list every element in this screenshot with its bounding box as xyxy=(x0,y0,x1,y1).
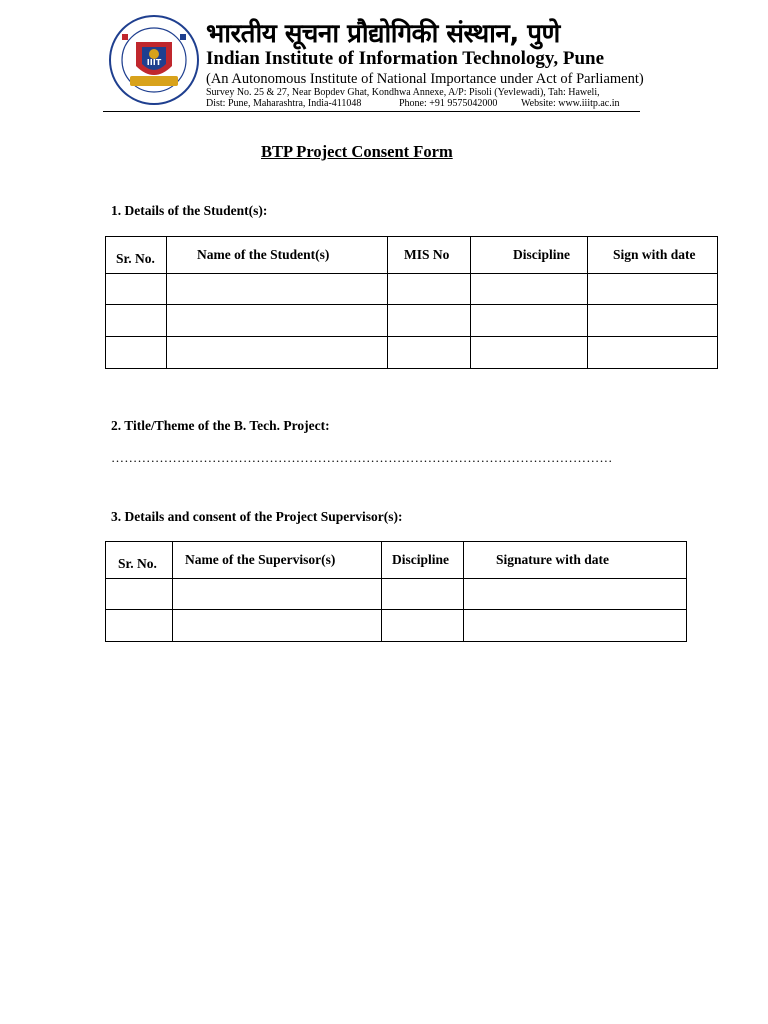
cell-input[interactable] xyxy=(588,337,718,369)
col-discipline: Discipline xyxy=(382,542,464,579)
cell-input[interactable] xyxy=(106,610,173,642)
cell-input[interactable] xyxy=(471,337,588,369)
title-blank-line[interactable]: …………………………………………………………………………………………………… xyxy=(111,450,613,465)
supervisors-table xyxy=(105,541,687,642)
cell-input[interactable] xyxy=(388,305,471,337)
cell-input[interactable] xyxy=(464,579,687,610)
institute-subtitle: (An Autonomous Institute of National Importance under Act of Parliament) xyxy=(206,71,644,87)
col-signature-date: Signature with date xyxy=(464,542,687,579)
cell-input[interactable] xyxy=(471,305,588,337)
cell-input[interactable] xyxy=(106,579,173,610)
table-row xyxy=(106,305,718,337)
col-supervisor-name: Name of the Supervisor(s) xyxy=(173,542,382,579)
cell-input[interactable] xyxy=(106,274,167,305)
institute-address: Survey No. 25 & 27, Near Bopdev Ghat, Kondhwa Annexe, A/P: Pisoli (Yevlewadi), Tah: Haweli, xyxy=(206,87,600,98)
col-student-name: Name of the Student(s) xyxy=(167,237,388,274)
cell-input[interactable] xyxy=(106,305,167,337)
cell-input[interactable] xyxy=(588,274,718,305)
cell-input[interactable] xyxy=(173,579,382,610)
table-row xyxy=(106,337,718,369)
cell-input[interactable] xyxy=(388,337,471,369)
cell-input[interactable] xyxy=(471,274,588,305)
section-supervisors-heading: 3. Details and consent of the Project Supervisor(s): xyxy=(111,509,403,524)
col-mis-no: MIS No xyxy=(388,237,471,274)
institute-name-english: Indian Institute of Information Technology, Pune xyxy=(206,48,605,69)
form-title: BTP Project Consent Form xyxy=(261,142,453,161)
section-students-heading: 1. Details of the Student(s): xyxy=(111,203,268,218)
section-title-heading: 2. Title/Theme of the B. Tech. Project: xyxy=(111,418,330,433)
phone-text: Phone: +91 9575042000 xyxy=(399,98,498,109)
col-sign-date: Sign with date xyxy=(588,237,718,274)
cell-input[interactable] xyxy=(464,610,687,642)
cell-input[interactable] xyxy=(106,337,167,369)
students-header-row xyxy=(106,237,718,274)
col-discipline: Discipline xyxy=(471,237,588,274)
district-text: Dist: Pune, Maharashtra, India-411048 xyxy=(206,98,362,109)
website-text: Website: www.iiitp.ac.in xyxy=(521,98,620,109)
table-row xyxy=(106,274,718,305)
cell-input[interactable] xyxy=(588,305,718,337)
students-table xyxy=(105,236,718,369)
logo-center-text: IIIT xyxy=(146,58,162,67)
table-row xyxy=(106,579,687,610)
cell-input[interactable] xyxy=(167,274,388,305)
header-divider xyxy=(103,111,640,112)
col-sr-no: Sr. No. xyxy=(106,542,173,579)
cell-input[interactable] xyxy=(382,610,464,642)
cell-input[interactable] xyxy=(382,579,464,610)
cell-input[interactable] xyxy=(388,274,471,305)
table-row xyxy=(106,610,687,642)
supervisors-header-row xyxy=(106,542,687,579)
col-sr-no: Sr. No. xyxy=(106,237,167,274)
cell-input[interactable] xyxy=(173,610,382,642)
institute-name-hindi: भारतीय सूचना प्रौद्योगिकी संस्थान, पुणे xyxy=(206,19,560,49)
cell-input[interactable] xyxy=(167,305,388,337)
institute-logo xyxy=(108,14,200,106)
cell-input[interactable] xyxy=(167,337,388,369)
